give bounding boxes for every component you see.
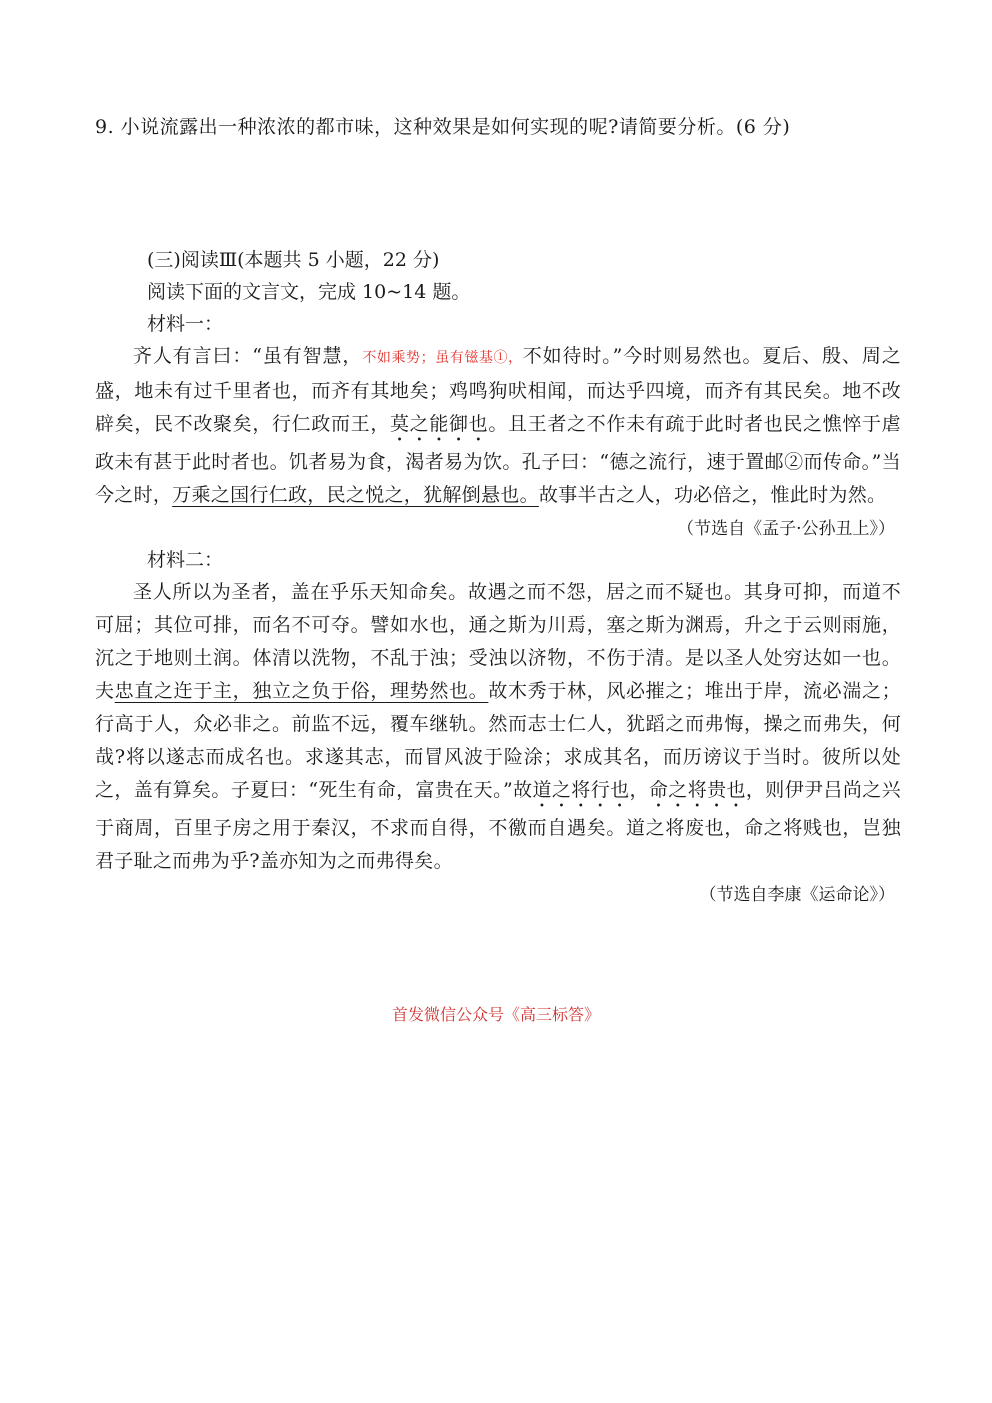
material-1-text-part: 。且王者之不作未有疏于此时者也民之憔悴于虐政未有甚于此时者也。饥者易为食，渴者易为饮。孔子曰：“德之流行，速于置邮②而传命。”当今之时，	[95, 413, 901, 506]
material-1-label: 材料一：	[147, 313, 224, 335]
underlined-sentence: 忠直之迕于主，独立之负于俗，理势然也。	[114, 680, 489, 702]
material-2-label: 材料二：	[147, 549, 224, 571]
section-heading: (三)阅读Ⅲ(本题共 5 小题，22 分)	[147, 249, 440, 271]
material-2-text-part: ，则伊尹吕尚之兴于商周，百里子房之用于秦汉，不求而自得，不徼而自遇矣。道之将废也，命之将贱也，岂独君子耻之而弗为乎?盖亦知为之而弗得矣。	[95, 779, 901, 872]
material-1-text-part: 故事半古之人，功必倍之，惟此时为然。	[538, 484, 887, 506]
material-1-source: （节选自《孟子·公孙丑上》）	[677, 519, 895, 539]
underlined-sentence: 万乘之国行仁政，民之悦之，犹解倒悬也。	[172, 484, 539, 506]
material-2-text-part: 故木秀于林，风必摧之；堆出于岸，流必湍之；行高于人，众必非之。前监不远，覆车继轨。然而志士仁人，犹蹈之而弗悔，操之而弗失，何哉?将以遂志而成名也。求遂其志，而冒风波于险涂；求成其名，而历谤议于当时。彼所以处之，盖有算矣。子夏曰：“死生有命，富贵在天。”故	[95, 680, 901, 801]
material-2-text	[95, 576, 901, 878]
footer-note: 首发微信公众号《高三标答》	[391, 1005, 600, 1024]
section-instruction: 阅读下面的文言文，完成 10~14 题。	[147, 281, 471, 303]
material-1-text	[95, 340, 901, 512]
material-1-text-part: 齐人有言曰：“虽有智慧，	[133, 345, 363, 367]
material-1-text-part: 不如待时。”今时则易然也。夏后、殷、周之盛，地未有过千里者也，而齐有其地矣；鸡鸣狗吠相闻，而达乎四境，而齐有其民矣。地不改辟矣，民不改聚矣，行仁政而王，	[95, 345, 901, 435]
reading-section-3	[95, 244, 901, 910]
question-9: 9. 小说流露出一种浓浓的都市味，这种效果是如何实现的呢?请简要分析。(6 分)	[95, 116, 791, 138]
dotted-phrase: 莫之能御也	[390, 413, 489, 435]
dotted-phrase: 道之将行也，命之将贵也	[532, 779, 746, 801]
material-2-text-part: 圣人所以为圣者，盖在乎乐天知命矣。故遇之而不怨，居之而不疑也。其身可抑，而道不可屈；其位可排，而名不可夺。譬如水也，通之斯为川焉，塞之斯为渊焉，升之于云则雨施，沉之于地则土润。体清以洗物，不乱于浊；受浊以济物，不伤于清。是以圣人处穷达如一也。夫	[95, 581, 901, 702]
material-2-source: （节选自李康《运命论》）	[699, 885, 895, 905]
watermark-overlay: 不如乘势；虽有镃基①，	[362, 350, 523, 366]
